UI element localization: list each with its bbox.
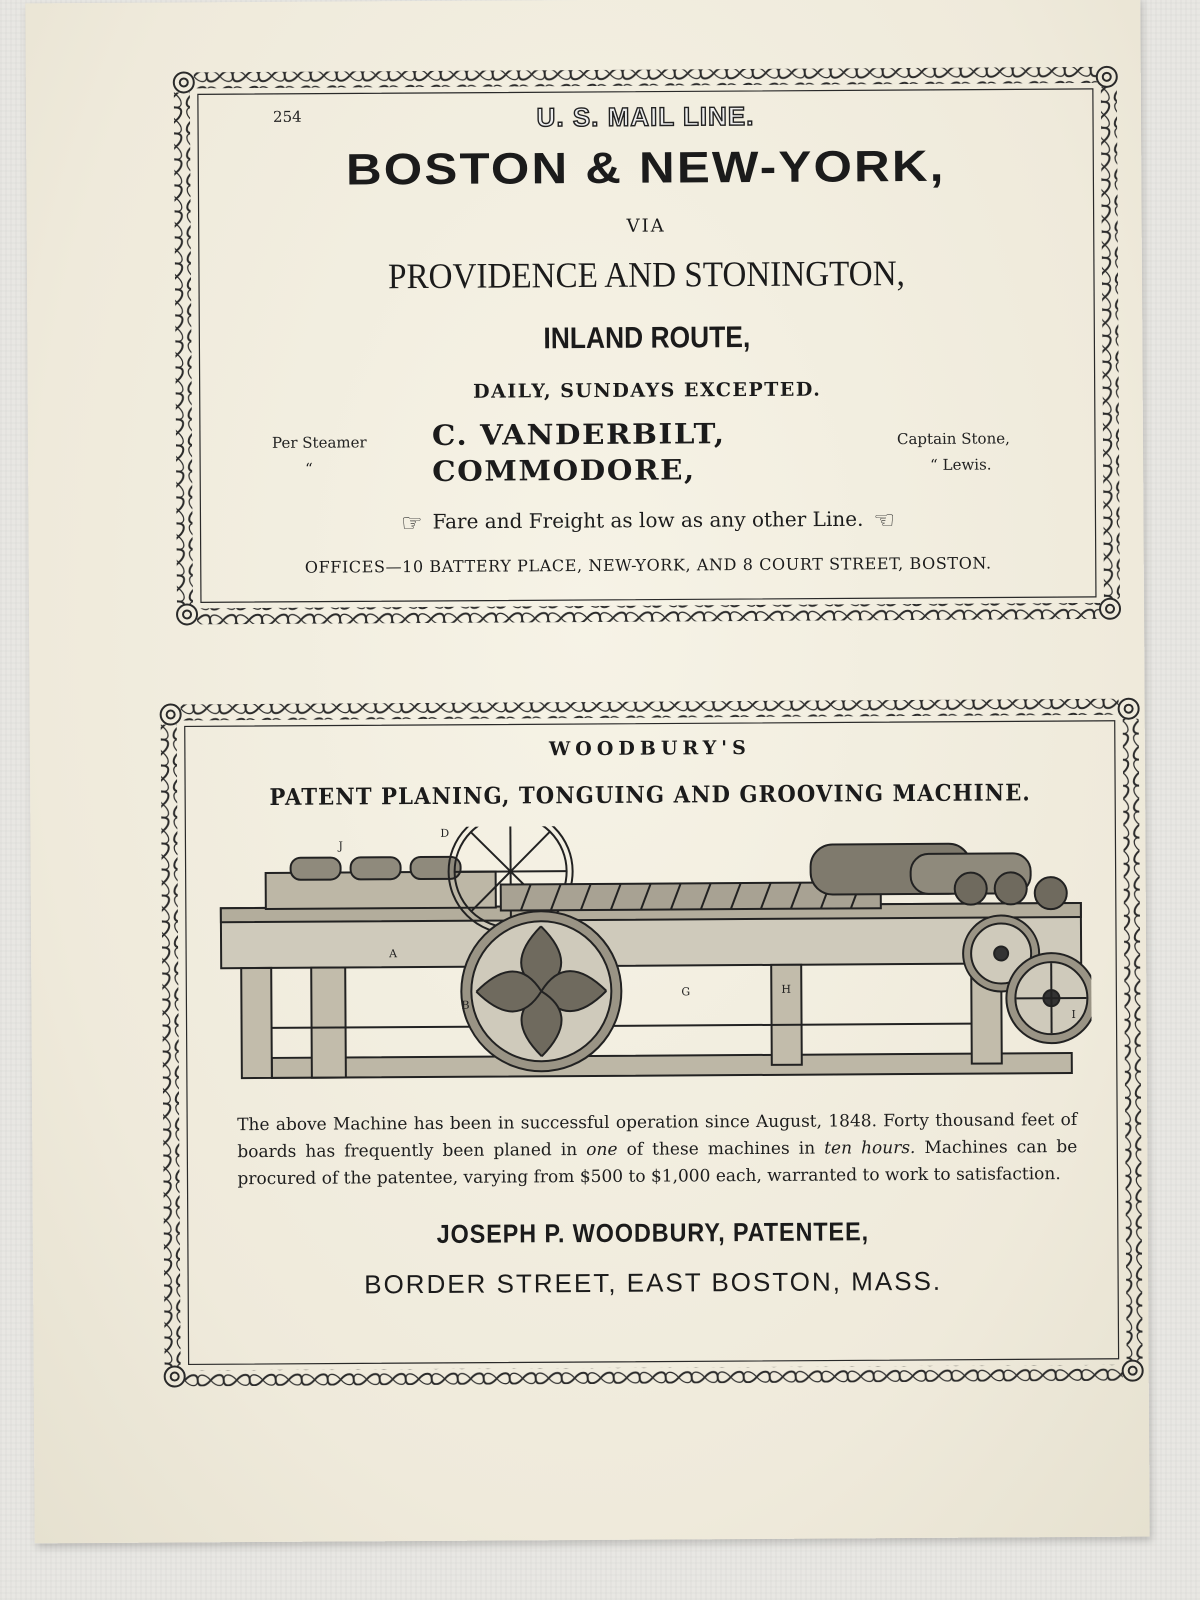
fare-line <box>170 505 1125 539</box>
planing-machine-advertisement <box>155 695 1149 1391</box>
route-cities: PROVIDENCE AND STONINGTON, <box>387 253 905 297</box>
page-number: 254 <box>272 107 302 126</box>
mail-line-advertisement <box>168 63 1126 629</box>
machine-heading: PATENT PLANING, TONGUING AND GROOVING MACHINE. <box>269 779 1031 811</box>
fare-text: Fare and Freight as low as any other Line. <box>432 506 864 534</box>
description-emphasis: ten hours. <box>824 1138 916 1159</box>
machine-label: B <box>461 998 470 1012</box>
description-emphasis: one <box>586 1139 618 1161</box>
ditto-mark: “ <box>305 459 313 478</box>
patentee-name: JOSEPH P. WOODBURY, PATENTEE, <box>436 1216 870 1249</box>
schedule-text: DAILY, SUNDAYS EXCEPTED. <box>472 378 822 403</box>
machine-label: G <box>681 985 691 999</box>
pointing-hand-icon: ☜ <box>873 506 896 535</box>
maker-heading: WOODBURY'S <box>548 737 751 761</box>
machine-label: D <box>440 826 450 840</box>
route-title: BOSTON & NEW-YORK, <box>345 141 946 195</box>
machine-label: I <box>1071 1008 1076 1022</box>
captain-name: “ Lewis. <box>930 455 992 474</box>
via-label: VIA <box>626 215 666 237</box>
machine-label: H <box>781 982 791 996</box>
captain-name: Captain Stone, <box>896 429 1010 449</box>
machine-label: J <box>338 839 343 853</box>
per-steamer-label: Per Steamer <box>271 433 367 452</box>
description-text: Machines can be procured of the patentee, varying from $500 to $1,000 each, warranted to work to satisfaction. <box>237 1137 1078 1190</box>
offices-address: OFFICES—10 BATTERY PLACE, NEW-YORK, AND 8 COURT STREET, BOSTON. <box>304 553 992 577</box>
planing-machine-icon <box>210 823 1092 1098</box>
inland-route-heading: INLAND ROUTE, <box>543 320 751 356</box>
catalog-page <box>25 0 1149 1543</box>
pointing-hand-icon: ☞ <box>400 509 423 538</box>
steamer-name: COMMODORE, <box>432 453 696 488</box>
patentee-address: BORDER STREET, EAST BOSTON, MASS. <box>364 1265 943 1300</box>
description-text: The above Machine has been in successful operation since August, 1848. Forty thousand feet of boards has frequently been planed in <box>237 1110 1078 1163</box>
steamer-name: C. VANDERBILT, <box>431 417 726 452</box>
mail-line-heading: U. S. MAIL LINE. <box>536 100 755 133</box>
description-text: of these machines in <box>617 1138 825 1160</box>
machine-label: A <box>389 947 398 961</box>
machine-description <box>237 1107 1077 1193</box>
